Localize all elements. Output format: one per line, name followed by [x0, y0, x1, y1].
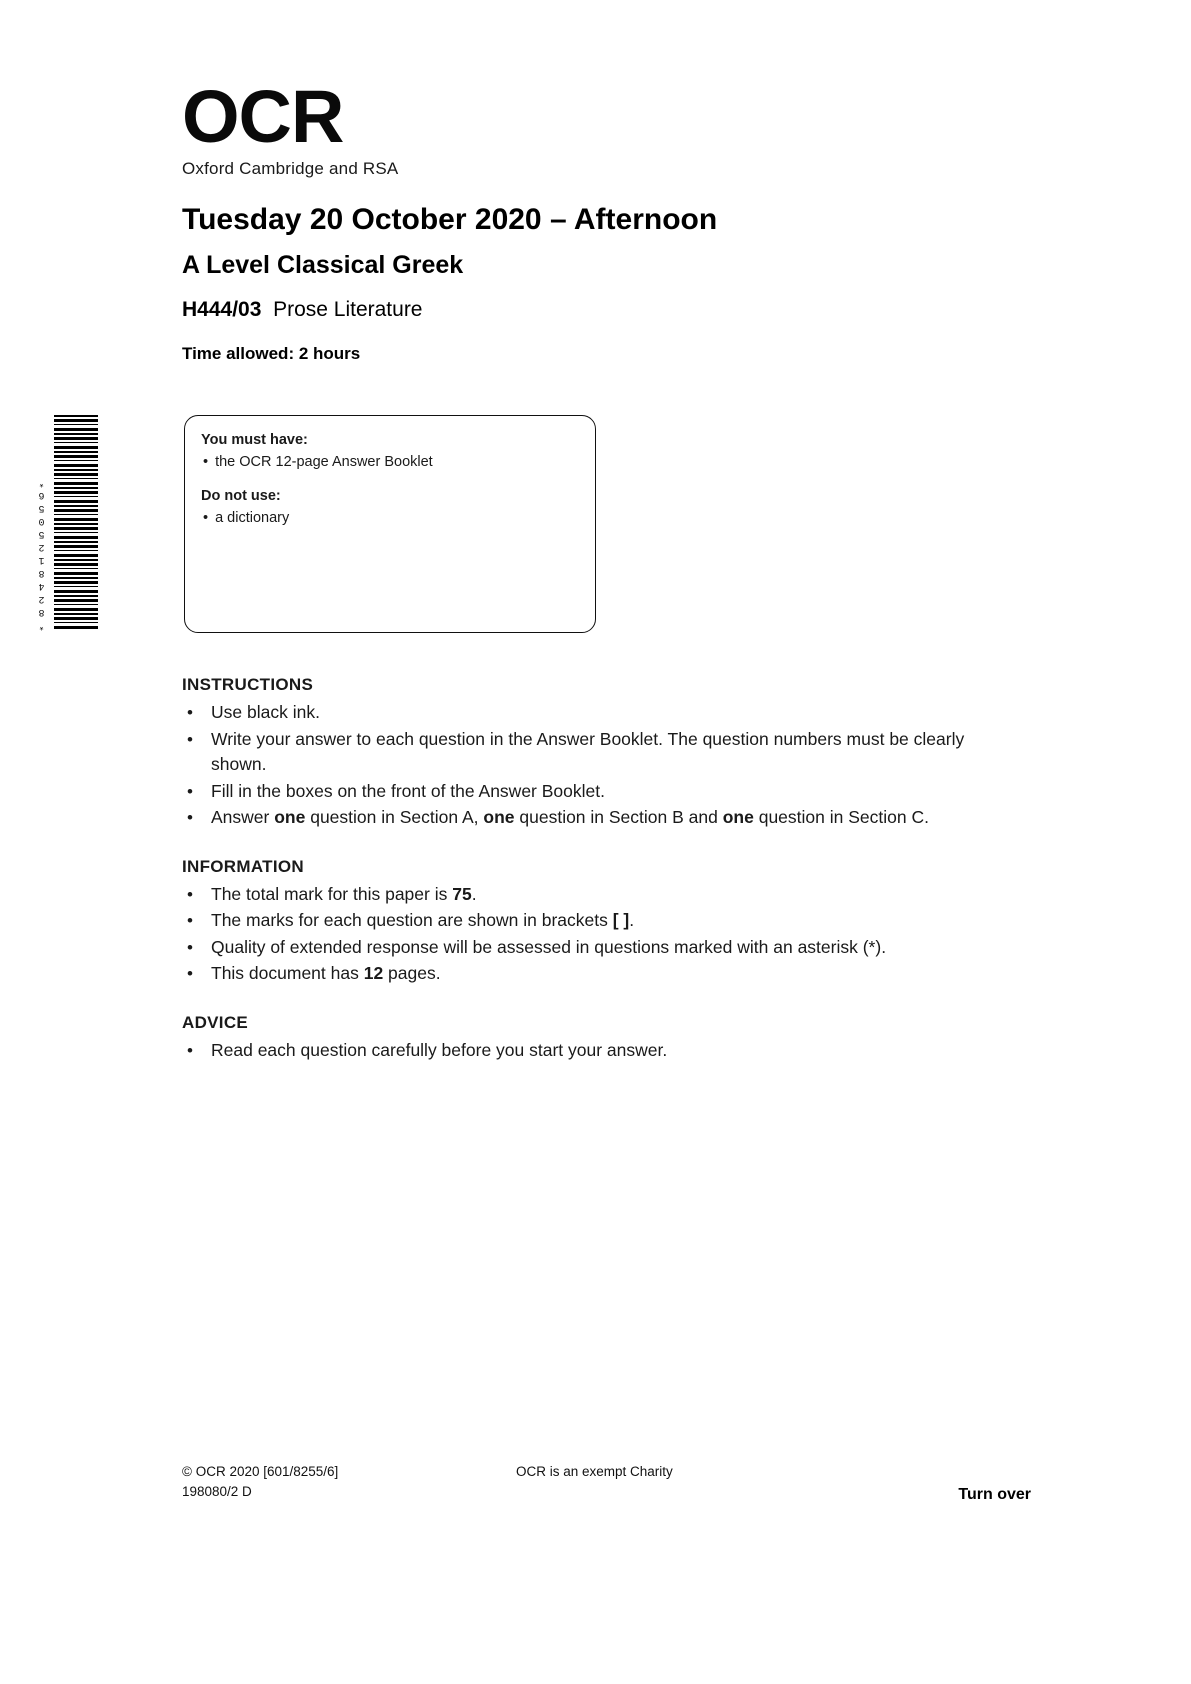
list-item [182, 961, 1014, 987]
instruction-text: Answer [211, 807, 275, 827]
advice-heading: ADVICE [182, 1012, 249, 1032]
do-not-use-heading: Do not use: [201, 488, 281, 504]
instructions-list [182, 700, 1014, 831]
information-list [182, 882, 1014, 987]
must-have-item-label: the OCR 12-page Answer Booklet [215, 454, 433, 470]
information-heading: INFORMATION [182, 856, 304, 876]
bullet-icon: • [203, 510, 209, 526]
instruction-emphasis: one [274, 807, 306, 827]
information-text: . [471, 883, 477, 904]
instructions-heading: INSTRUCTIONS [182, 675, 314, 694]
list-item [182, 805, 1014, 831]
turn-over-label: Turn over [958, 1486, 1031, 1503]
advice-list [182, 1038, 1014, 1064]
instruction-text: Use black ink. [211, 702, 320, 722]
information-text: Quality of extended response will be assessed in questions marked with an asterisk (*). [211, 936, 887, 957]
ocr-logo-mark: OCR [182, 75, 344, 158]
barcode-icon [54, 415, 98, 630]
exam-code: H444/03 [182, 298, 262, 321]
information-text: This document has [211, 963, 364, 983]
barcode [36, 415, 98, 630]
exam-date: Tuesday 20 October 2020 – Afternoon [182, 203, 718, 236]
information-text: . [629, 910, 635, 930]
bullet-icon: • [203, 454, 209, 470]
exam-paper-name: Prose Literature [273, 298, 423, 321]
materials-box [184, 415, 596, 633]
instruction-text: Fill in the boxes on the front of the Answer Booklet. [211, 780, 605, 801]
total-mark-value: 75 [452, 883, 472, 904]
ocr-logo [182, 75, 422, 180]
must-have-item [201, 452, 579, 472]
list-item [182, 1038, 1014, 1064]
footer-copyright-line2: 198080/2 D [182, 1484, 252, 1499]
instruction-text: question in Section C. [753, 807, 929, 827]
information-text: The marks for each question are shown in brackets [211, 910, 613, 930]
page-count-value: 12 [363, 963, 384, 983]
list-item [182, 779, 1014, 805]
instruction-emphasis: one [483, 807, 515, 827]
footer-copyright-line1: © OCR 2020 [601/8255/6] [182, 1464, 339, 1479]
list-item [182, 700, 1014, 726]
list-item [182, 727, 1014, 778]
footer-copyright [182, 1462, 338, 1502]
instruction-text: question in Section A, [305, 807, 484, 827]
page-footer [0, 1462, 1191, 1522]
do-not-use-item [201, 508, 579, 528]
list-item [182, 908, 1014, 934]
brackets-symbol: [ ] [612, 910, 630, 930]
instruction-emphasis: one [722, 807, 754, 827]
exam-code-line [182, 296, 1042, 324]
do-not-use-item-label: a dictionary [215, 510, 290, 526]
instruction-sections [182, 672, 1014, 1064]
exam-header [182, 200, 1042, 366]
information-text: The total mark for this paper is [211, 883, 453, 904]
list-item [182, 882, 1014, 908]
information-text: pages. [383, 963, 441, 983]
barcode-number: *8248125056* [36, 474, 47, 630]
advice-text: Read each question carefully before you start your answer. [211, 1039, 668, 1060]
ocr-logo-subtitle: Oxford Cambridge and RSA [182, 159, 399, 178]
must-have-heading: You must have: [201, 432, 308, 448]
time-allowed: Time allowed: 2 hours [182, 344, 361, 363]
instruction-text: question in Section B and [514, 807, 723, 827]
exam-level: A Level Classical Greek [182, 251, 464, 279]
footer-charity: OCR is an exempt Charity [516, 1464, 673, 1479]
instruction-text: Write your answer to each question in the Answer Booklet. The question numbers must be clearly shown. [211, 728, 965, 774]
list-item [182, 935, 1014, 961]
